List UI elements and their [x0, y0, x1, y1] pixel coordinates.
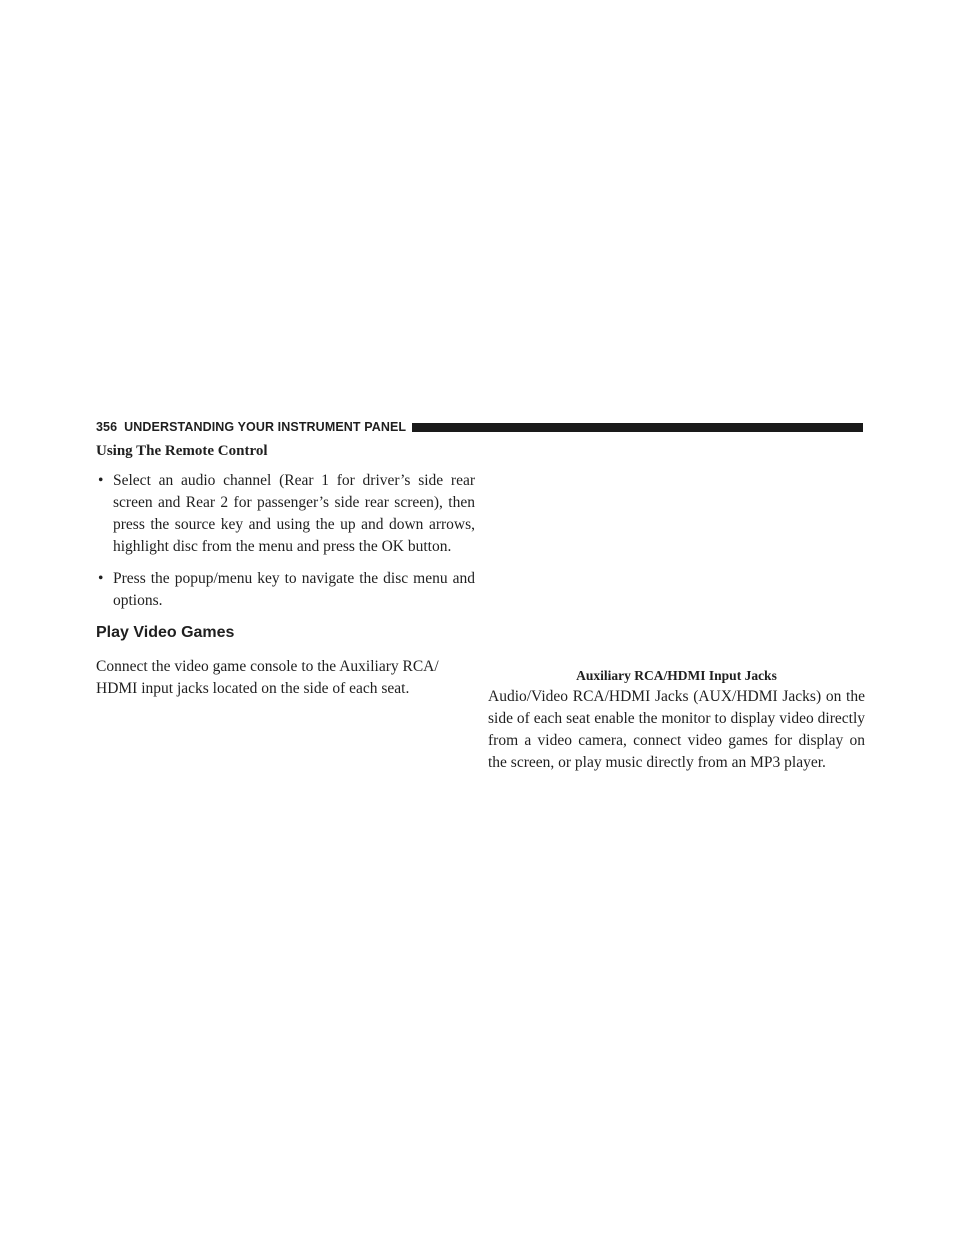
right-column	[488, 686, 865, 774]
heading-play-video-games: Play Video Games	[96, 624, 235, 641]
page-number: 356	[96, 420, 118, 434]
figure-image	[488, 440, 865, 660]
page-header	[96, 419, 863, 435]
subheading-remote-control: Using The Remote Control	[96, 443, 268, 459]
bullet-item: • Press the popup/menu key to navigate the disc menu and options.	[96, 568, 475, 612]
left-column	[96, 440, 475, 700]
paragraph-video-games: Connect the video game console to the Auxiliary RCA/ HDMI input jacks located on the side of each seat.	[96, 658, 439, 697]
header-rule	[412, 423, 863, 432]
figure-caption: Auxiliary RCA/HDMI Input Jacks	[576, 668, 777, 683]
paragraph-aux-jacks: Audio/Video RCA/HDMI Jacks (AUX/HDMI Jacks) on the side of each seat enable the monitor to display video directly from a video camera, connect video games for display on the screen, or play music directly from an MP3 player.	[488, 688, 865, 771]
bullet-item: • Select an audio channel (Rear 1 for driver’s side rear screen and Rear 2 for passenger’s side rear screen), then press the source key and using the up and down arrows, highlight disc from the menu and press the OK button.	[96, 470, 475, 558]
bullet-list	[96, 470, 475, 612]
section-title: UNDERSTANDING YOUR INSTRUMENT PANEL	[124, 420, 407, 434]
